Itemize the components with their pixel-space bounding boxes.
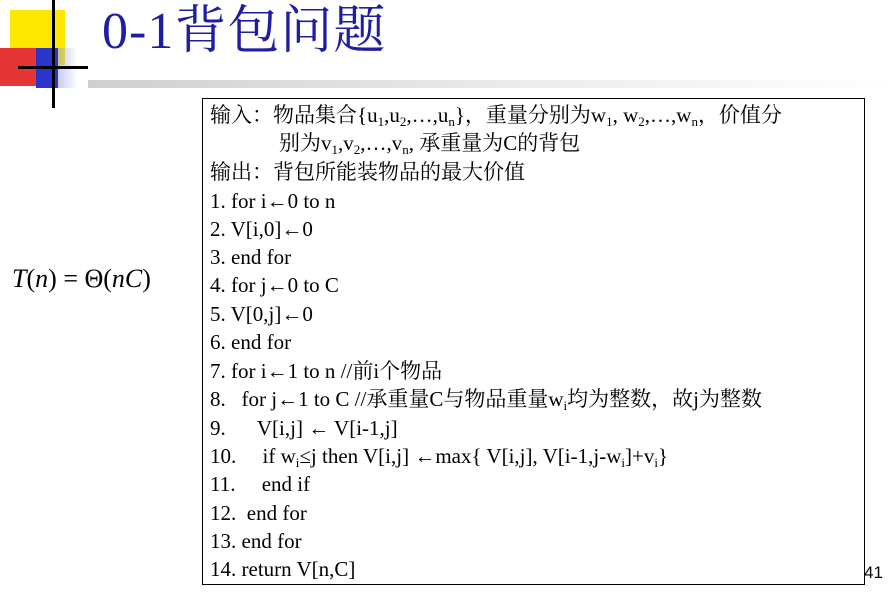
code-line-4: 4. for j←0 to C bbox=[210, 273, 339, 297]
formula-close: ) bbox=[142, 264, 151, 293]
code-line-6: 6. end for bbox=[210, 330, 292, 354]
code-line-13: 13. end for bbox=[210, 529, 302, 553]
formula-n2: n bbox=[111, 264, 125, 293]
code-line-5: 5. V[0,j]←0 bbox=[210, 302, 313, 326]
code-line-7: 7. for i←1 to n //前i个物品 bbox=[210, 359, 443, 383]
code-line-12: 12. end for bbox=[210, 501, 307, 525]
code-line-1: 1. for i←0 to n bbox=[210, 189, 336, 213]
formula-T: T bbox=[12, 264, 27, 293]
code-line-2: 2. V[i,0]←0 bbox=[210, 217, 313, 241]
code-line-10: 10. if $w_i\le j$ then V[i,j] ←max{ V[i,j], $V[i-1,j-w_i]+v_i$} bbox=[210, 444, 669, 470]
input-line-2: 别为$v_1,v_2,\dots,v_n$, 承重量为C的背包 bbox=[279, 131, 581, 157]
algorithm-box bbox=[202, 98, 865, 585]
formula-eq: = Θ( bbox=[56, 264, 112, 293]
code-line-8: 8. for j←1 to C //承重量C与物品重量$w_i$均为整数，故j为整数 bbox=[210, 387, 762, 413]
input-line-1: 输入：物品集合$\{u_1,u_2,\dots,u_n\}$，重量分别为$w_1$, $w_2,\dots,w_n$，价值分 bbox=[210, 103, 782, 129]
complexity-formula: T(n) = Θ(nC) bbox=[12, 264, 151, 293]
title-underline-band bbox=[88, 80, 896, 88]
formula-n: n bbox=[35, 264, 49, 293]
code-line-11: 11. end if bbox=[210, 472, 311, 496]
page-number: 41 bbox=[864, 563, 883, 582]
code-line-9: 9. V[i,j] ← V[i-1,j] bbox=[210, 416, 398, 440]
code-line-14: 14. return V[n,C] bbox=[210, 557, 356, 581]
formula-C: C bbox=[124, 264, 143, 293]
slide-title: 0-1背包问题 bbox=[102, 3, 387, 60]
decor-horizontal-line bbox=[18, 66, 88, 69]
output-line: 输出：背包所能装物品的最大价值 bbox=[210, 160, 525, 184]
code-line-3: 3. end for bbox=[210, 245, 292, 269]
decor-vertical-line bbox=[52, 0, 55, 108]
